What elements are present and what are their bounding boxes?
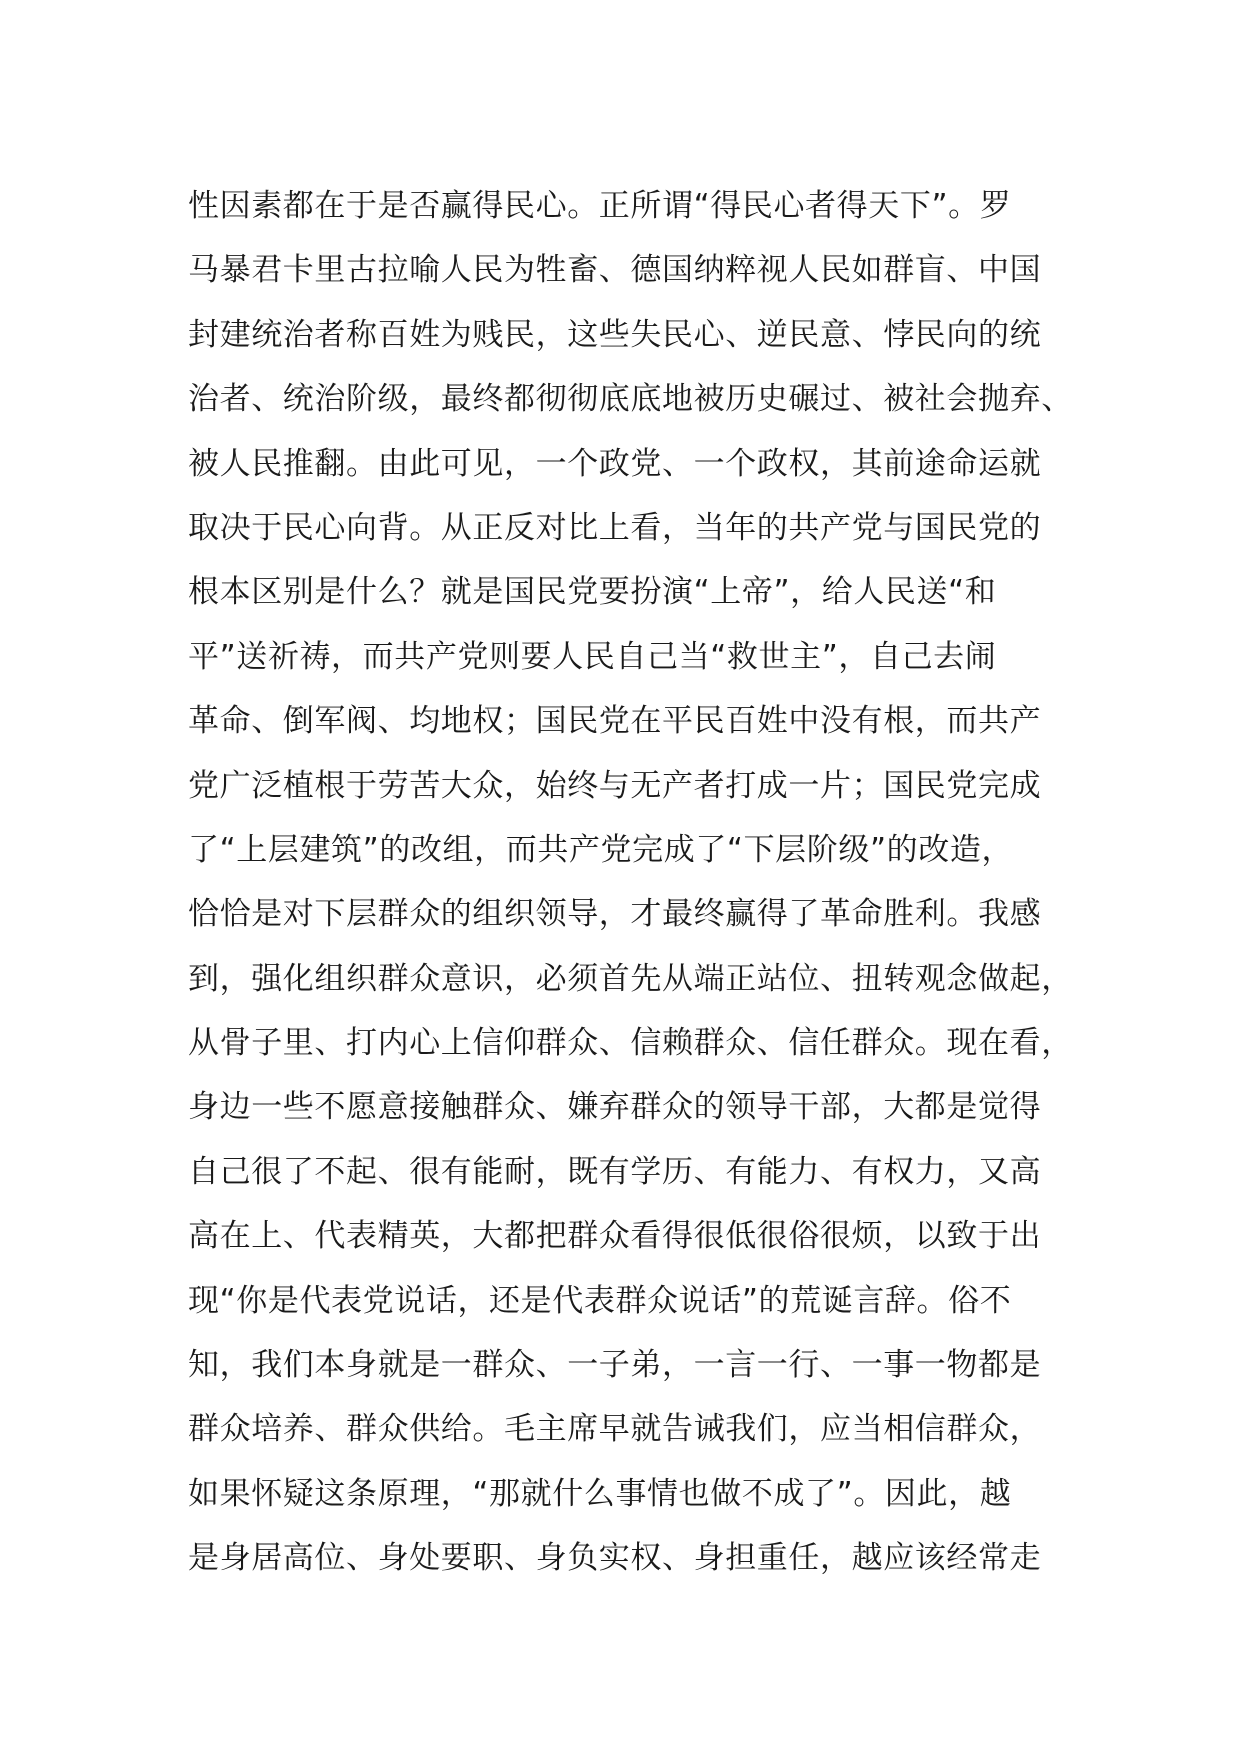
- text-line: 治者、统治阶级，最终都彻彻底底地被历史碾过、被社会抛弃、: [188, 381, 1073, 418]
- text-line: 性因素都在于是否赢得民心。正所谓“得民心者得天下”。罗: [188, 188, 1012, 224]
- text-line: 从骨子里、打内心上信仰群众、信赖群众、信任群众。现在看，: [188, 1025, 1073, 1062]
- text-line: 马暴君卡里古拉喻人民为牲畜、德国纳粹视人民如群盲、中国: [188, 252, 1042, 289]
- text-line: 被人民推翻。由此可见，一个政党、一个政权，其前途命运就: [188, 445, 1042, 482]
- body-text: [188, 174, 1088, 1591]
- text-line: 恰恰是对下层群众的组织领导，才最终赢得了革命胜利。我感: [188, 896, 1042, 933]
- text-line: 取决于民心向背。从正反对比上看，当年的共产党与国民党的: [188, 509, 1042, 546]
- text-line: 自己很了不起、很有能耐，既有学历、有能力、有权力，又高: [188, 1153, 1042, 1190]
- text-line: 现“你是代表党说话，还是代表群众说话”的荒诞言辞。俗不: [188, 1282, 1012, 1319]
- text-line: 了“上层建筑”的改组，而共产党完成了“下层阶级”的改造，: [188, 831, 1014, 868]
- text-line: 如果怀疑这条原理，“那就什么事情也做不成了”。因此，越: [188, 1475, 1012, 1512]
- text-line: 党广泛植根于劳苦大众，始终与无产者打成一片；国民党完成: [188, 767, 1042, 804]
- text-line: 根本区别是什么？就是国民党要扮演“上帝”，给人民送“和: [188, 574, 997, 611]
- text-line: 革命、倒军阀、均地权；国民党在平民百姓中没有根，而共产: [188, 703, 1042, 740]
- text-line: 平”送祈祷，而共产党则要人民自己当“救世主”，自己去闹: [188, 638, 997, 675]
- text-line: 是身居高位、身处要职、身负实权、身担重任，越应该经常走: [188, 1540, 1042, 1577]
- text-line: 到，强化组织群众意识，必须首先从端正站位、扭转观念做起，: [188, 960, 1073, 997]
- text-line: 知，我们本身就是一群众、一子弟，一言一行、一事一物都是: [188, 1347, 1042, 1384]
- text-line: 身边一些不愿意接触群众、嫌弃群众的领导干部，大都是觉得: [188, 1089, 1042, 1126]
- text-line: 高在上、代表精英，大都把群众看得很低很俗很烦，以致于出: [188, 1218, 1042, 1255]
- text-line: 群众培养、群众供给。毛主席早就告诫我们，应当相信群众，: [188, 1411, 1042, 1448]
- text-line: 封建统治者称百姓为贱民，这些失民心、逆民意、悖民向的统: [188, 316, 1042, 353]
